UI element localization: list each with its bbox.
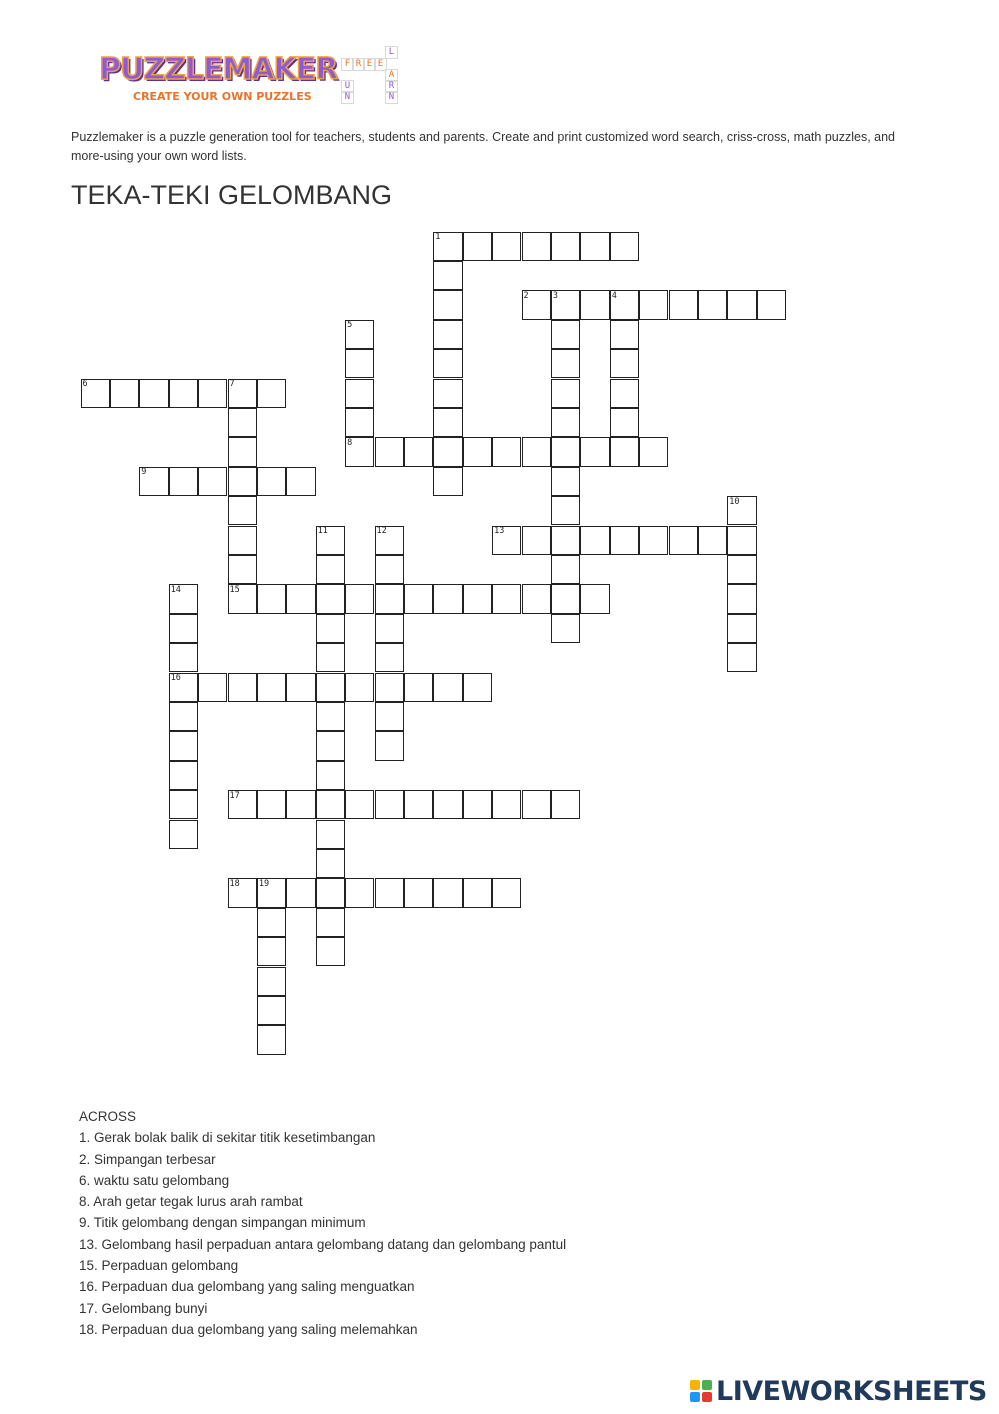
crossword-cell[interactable]: [522, 584, 551, 613]
crossword-cell[interactable]: [463, 437, 492, 466]
crossword-cell[interactable]: [169, 614, 198, 643]
crossword-cell[interactable]: [639, 290, 668, 319]
crossword-cell[interactable]: [757, 290, 786, 319]
crossword-cell[interactable]: [345, 379, 374, 408]
crossword-cell[interactable]: [551, 467, 580, 496]
crossword-cell[interactable]: [257, 1025, 286, 1054]
logo-letter: R: [352, 58, 365, 71]
crossword-cell[interactable]: [169, 820, 198, 849]
crossword-cell[interactable]: [110, 379, 139, 408]
logo-letter: A: [385, 69, 398, 82]
crossword-cell[interactable]: [169, 761, 198, 790]
crossword-cell[interactable]: [375, 584, 404, 613]
crossword-cell[interactable]: [286, 878, 315, 907]
crossword-cell[interactable]: [228, 467, 257, 496]
crossword-cell[interactable]: [404, 878, 433, 907]
clue-number: 5: [347, 320, 353, 331]
logo-letter-grid-icon: [341, 46, 397, 110]
logo-letter: N: [341, 91, 354, 104]
crossword-cell[interactable]: [492, 878, 521, 907]
crossword-cell[interactable]: [492, 437, 521, 466]
crossword-cell[interactable]: [639, 437, 668, 466]
crossword-cell[interactable]: [316, 555, 345, 584]
crossword-cell[interactable]: [551, 232, 580, 261]
logo-letter: E: [374, 58, 387, 71]
crossword-cell[interactable]: [404, 790, 433, 819]
crossword-cell[interactable]: [228, 496, 257, 525]
crossword-cell[interactable]: [433, 673, 462, 702]
crossword-cell[interactable]: [610, 232, 639, 261]
crossword-cell[interactable]: [727, 290, 756, 319]
crossword-cell[interactable]: [345, 349, 374, 378]
clue-number: 15: [229, 584, 240, 595]
crossword-cell[interactable]: [257, 908, 286, 937]
crossword-cell[interactable]: [375, 437, 404, 466]
crossword-cell[interactable]: [669, 290, 698, 319]
clue-item: 2. Simpangan terbesar: [79, 1151, 216, 1167]
crossword-cell[interactable]: [698, 290, 727, 319]
logo-letter: L: [385, 46, 398, 59]
crossword-cell[interactable]: [286, 790, 315, 819]
clues-heading: ACROSS: [79, 1109, 137, 1124]
clue-number: 4: [611, 290, 617, 301]
crossword-cell[interactable]: [286, 467, 315, 496]
crossword-cell[interactable]: [316, 790, 345, 819]
crossword-cell[interactable]: [433, 290, 462, 319]
clue-number: 13: [494, 526, 505, 536]
clue-item: 16. Perpaduan dua gelombang yang saling menguatkan: [79, 1279, 415, 1295]
clue-number: 11: [317, 526, 328, 536]
crossword-cell[interactable]: [610, 408, 639, 437]
crossword-cell[interactable]: [433, 437, 462, 466]
crossword-cell[interactable]: [345, 878, 374, 907]
crossword-cell[interactable]: [463, 673, 492, 702]
crossword-cell[interactable]: [551, 496, 580, 525]
crossword-cell[interactable]: [580, 232, 609, 261]
crossword-cell[interactable]: [433, 408, 462, 437]
clue-number: 8: [347, 437, 353, 448]
crossword-cell[interactable]: [551, 437, 580, 466]
clue-item: 18. Perpaduan dua gelombang yang saling melemahkan: [79, 1321, 418, 1337]
crossword-cell[interactable]: [580, 584, 609, 613]
clue-number: 16: [170, 673, 181, 683]
crossword-cell[interactable]: [492, 790, 521, 819]
crossword-cell[interactable]: [316, 673, 345, 702]
crossword-cell[interactable]: [316, 908, 345, 937]
crossword-cell[interactable]: [228, 526, 257, 555]
crossword-cell[interactable]: [257, 790, 286, 819]
crossword-cell[interactable]: [433, 261, 462, 290]
clue-item: 15. Perpaduan gelombang: [79, 1258, 239, 1274]
logo-square: [690, 1380, 700, 1390]
crossword-cell[interactable]: [727, 643, 756, 672]
crossword-cell[interactable]: [698, 526, 727, 555]
crossword-cell[interactable]: [375, 878, 404, 907]
crossword-cell[interactable]: [257, 996, 286, 1025]
crossword-cell[interactable]: [375, 731, 404, 760]
crossword-cell[interactable]: [551, 526, 580, 555]
crossword-cell[interactable]: [727, 526, 756, 555]
crossword-cell[interactable]: [228, 673, 257, 702]
crossword-cell[interactable]: [316, 820, 345, 849]
crossword-cell[interactable]: [257, 467, 286, 496]
crossword-cell[interactable]: [492, 584, 521, 613]
crossword-cell[interactable]: [375, 673, 404, 702]
clue-item: 6. waktu satu gelombang: [79, 1172, 230, 1188]
liveworksheets-brand: [690, 1374, 987, 1408]
crossword-cell[interactable]: [375, 790, 404, 819]
crossword-cell[interactable]: [375, 614, 404, 643]
crossword-cell[interactable]: [375, 555, 404, 584]
crossword-cell[interactable]: [463, 232, 492, 261]
logo-wordmark: PUZZLEMAKER: [99, 52, 338, 87]
crossword-cell[interactable]: [551, 584, 580, 613]
crossword-cell[interactable]: [228, 408, 257, 437]
crossword-cell[interactable]: [610, 349, 639, 378]
clue-number: 1: [435, 232, 441, 242]
crossword-cell[interactable]: [169, 731, 198, 760]
crossword-cell[interactable]: [257, 967, 286, 996]
crossword-cell[interactable]: [316, 614, 345, 643]
clue-number: 7: [229, 379, 235, 389]
crossword-cell[interactable]: [228, 437, 257, 466]
crossword-cell[interactable]: [551, 555, 580, 584]
crossword-cell[interactable]: [580, 437, 609, 466]
crossword-cell[interactable]: [257, 584, 286, 613]
crossword-cell[interactable]: [345, 584, 374, 613]
crossword-cell[interactable]: [727, 614, 756, 643]
clue-number: 18: [229, 878, 240, 889]
crossword-cell[interactable]: [433, 878, 462, 907]
crossword-cell[interactable]: [404, 673, 433, 702]
crossword-cell[interactable]: [463, 584, 492, 613]
crossword-cell[interactable]: [433, 379, 462, 408]
crossword-cell[interactable]: [228, 555, 257, 584]
crossword-cell[interactable]: [198, 673, 227, 702]
clue-item: 1. Gerak bolak balik di sekitar titik kesetimbangan: [79, 1130, 376, 1146]
puzzlemaker-logo: [97, 47, 397, 114]
intro-text: Puzzlemaker is a puzzle generation tool for teachers, students and parents. Create and print customized word search, criss-cross, math puzzles, and more-using your own word lists.: [71, 130, 896, 163]
crossword-cell[interactable]: [257, 937, 286, 966]
crossword-cell[interactable]: [580, 526, 609, 555]
crossword-cell[interactable]: [404, 437, 433, 466]
crossword-cell[interactable]: [433, 320, 462, 349]
crossword-cell[interactable]: [551, 614, 580, 643]
clue-number: 10: [729, 496, 740, 507]
clue-number: 3: [552, 290, 559, 301]
crossword-cell[interactable]: [522, 232, 551, 261]
clue-list: [79, 1106, 566, 1340]
clue-number: 6: [82, 379, 88, 389]
crossword-cell[interactable]: [139, 379, 168, 408]
clue-item: 17. Gelombang bunyi: [79, 1300, 208, 1316]
crossword-cell[interactable]: [345, 790, 374, 819]
crossword-cell[interactable]: [169, 467, 198, 496]
logo-square: [702, 1380, 712, 1390]
clue-number: 14: [170, 584, 181, 595]
crossword-cell[interactable]: [198, 467, 227, 496]
clue-number: 9: [141, 467, 147, 478]
clue-number: 17: [229, 790, 240, 801]
crossword-cell[interactable]: [639, 526, 668, 555]
clue-number: 12: [376, 526, 387, 536]
crossword-cell[interactable]: [492, 232, 521, 261]
crossword-cell[interactable]: [169, 702, 198, 731]
crossword-cell[interactable]: [345, 673, 374, 702]
crossword-cell[interactable]: [551, 320, 580, 349]
logo-square: [690, 1392, 700, 1402]
logo-letter: N: [385, 91, 398, 104]
crossword-cell[interactable]: [375, 643, 404, 672]
crossword-cell[interactable]: [316, 937, 345, 966]
crossword-cell[interactable]: [198, 379, 227, 408]
crossword-cell[interactable]: [257, 673, 286, 702]
crossword-cell[interactable]: [610, 526, 639, 555]
clue-item: 8. Arah getar tegak lurus arah rambat: [79, 1194, 303, 1210]
crossword-cell[interactable]: [257, 379, 286, 408]
logo-square: [702, 1392, 712, 1402]
crossword-cell[interactable]: [404, 584, 433, 613]
crossword-cell[interactable]: [463, 878, 492, 907]
crossword-cell[interactable]: [316, 849, 345, 878]
crossword-cell[interactable]: [669, 526, 698, 555]
clue-item: 13. Gelombang hasil perpaduan antara gelombang datang dan gelombang pantul: [79, 1236, 567, 1252]
crossword-cell[interactable]: [316, 731, 345, 760]
crossword-cell[interactable]: [433, 790, 462, 819]
clue-number: 19: [258, 878, 270, 889]
crossword-cell[interactable]: [551, 349, 580, 378]
crossword-cell[interactable]: [522, 526, 551, 555]
crossword-cell[interactable]: [286, 673, 315, 702]
crossword-cell[interactable]: [316, 761, 345, 790]
liveworksheets-logo-icon: [690, 1380, 712, 1402]
logo-letter: E: [363, 58, 376, 71]
crossword-cell[interactable]: [551, 408, 580, 437]
logo-letter: F: [341, 58, 354, 71]
crossword-cell[interactable]: [433, 467, 462, 496]
crossword-cell[interactable]: [580, 290, 609, 319]
crossword-cell[interactable]: [169, 643, 198, 672]
crossword-cell[interactable]: [169, 790, 198, 819]
crossword-cell[interactable]: [610, 437, 639, 466]
crossword-cell[interactable]: [433, 349, 462, 378]
crossword-cell[interactable]: [286, 584, 315, 613]
crossword-cell[interactable]: [463, 790, 492, 819]
crossword-cell[interactable]: [610, 379, 639, 408]
crossword-cell[interactable]: [610, 320, 639, 349]
clue-number: 2: [523, 290, 529, 301]
crossword-cell[interactable]: [522, 790, 551, 819]
crossword-cell[interactable]: [727, 555, 756, 584]
crossword-cell[interactable]: [433, 584, 462, 613]
crossword-cell[interactable]: [551, 379, 580, 408]
crossword-cell[interactable]: [551, 790, 580, 819]
crossword-cell[interactable]: [345, 408, 374, 437]
puzzle-title: TEKA-TEKI GELOMBANG: [71, 180, 393, 210]
logo-tagline: CREATE YOUR OWN PUZZLES: [133, 90, 312, 103]
crossword-cell[interactable]: [169, 379, 198, 408]
crossword-cell[interactable]: [316, 643, 345, 672]
logo-letter: U: [341, 80, 354, 93]
crossword-cell[interactable]: [375, 702, 404, 731]
brand-name: LIVEWORKSHEETS: [716, 1375, 987, 1407]
crossword-cell[interactable]: [316, 702, 345, 731]
logo-letter: R: [385, 80, 398, 93]
crossword-cell[interactable]: [727, 584, 756, 613]
clue-item: 9. Titik gelombang dengan simpangan minimum: [79, 1215, 366, 1231]
crossword-cell[interactable]: [316, 878, 345, 907]
crossword-cell[interactable]: [316, 584, 345, 613]
crossword-cell[interactable]: [522, 437, 551, 466]
